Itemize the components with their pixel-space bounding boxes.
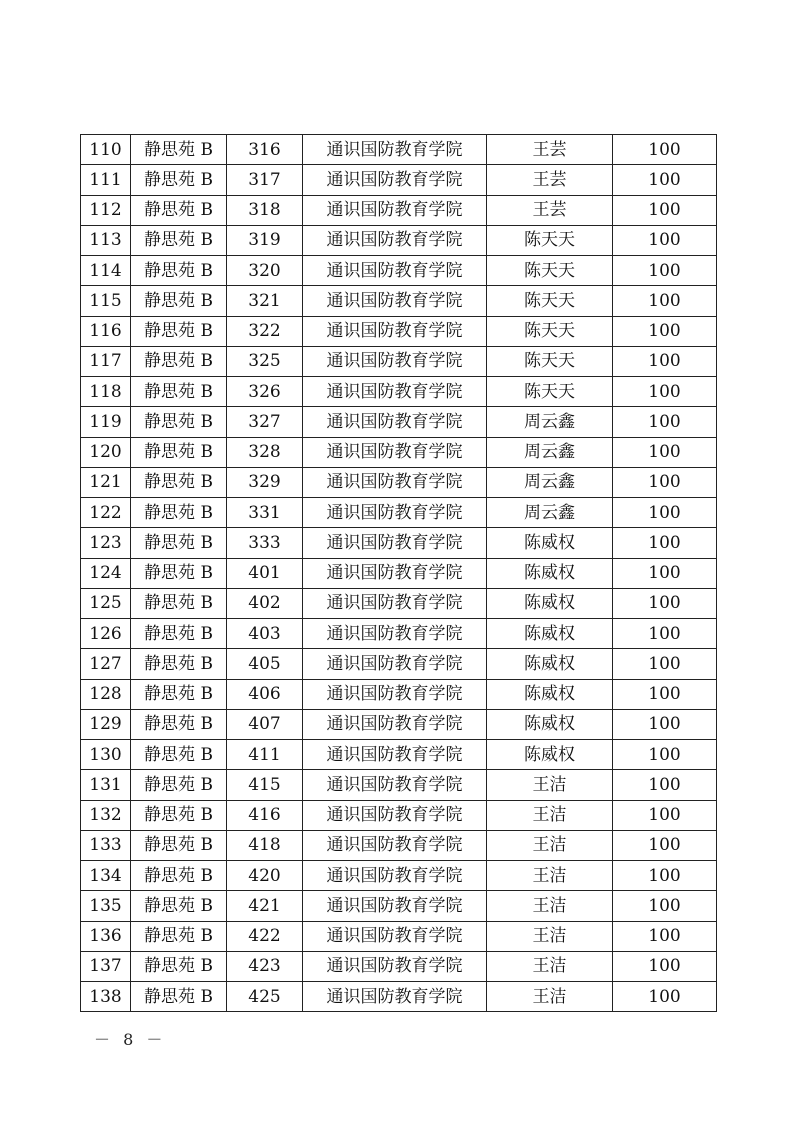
building-cell: 静思苑 B — [131, 528, 227, 558]
score-cell: 100 — [613, 286, 717, 316]
score-cell: 100 — [613, 346, 717, 376]
page-number: － 8 － — [94, 1030, 167, 1049]
row-number-cell: 120 — [81, 437, 131, 467]
responsible-person-cell: 陈天天 — [487, 286, 613, 316]
row-number-cell: 111 — [81, 165, 131, 195]
table-row — [81, 165, 717, 195]
score-cell: 100 — [613, 316, 717, 346]
college-cell: 通识国防教育学院 — [303, 891, 487, 921]
row-number-cell: 138 — [81, 982, 131, 1012]
room-number-cell: 328 — [227, 437, 303, 467]
score-cell: 100 — [613, 951, 717, 981]
room-number-cell: 411 — [227, 740, 303, 770]
responsible-person-cell: 周云鑫 — [487, 437, 613, 467]
table-row — [81, 467, 717, 497]
score-cell: 100 — [613, 770, 717, 800]
college-cell: 通识国防教育学院 — [303, 709, 487, 739]
table-row — [81, 982, 717, 1012]
score-cell: 100 — [613, 165, 717, 195]
table-row — [81, 619, 717, 649]
responsible-person-cell: 陈天天 — [487, 225, 613, 255]
score-cell: 100 — [613, 709, 717, 739]
responsible-person-cell: 陈威权 — [487, 709, 613, 739]
table-row — [81, 256, 717, 286]
building-cell: 静思苑 B — [131, 558, 227, 588]
score-cell: 100 — [613, 982, 717, 1012]
score-cell: 100 — [613, 861, 717, 891]
college-cell: 通识国防教育学院 — [303, 770, 487, 800]
building-cell: 静思苑 B — [131, 861, 227, 891]
room-number-cell: 421 — [227, 891, 303, 921]
table-row — [81, 709, 717, 739]
room-number-cell: 420 — [227, 861, 303, 891]
score-cell: 100 — [613, 588, 717, 618]
responsible-person-cell: 王洁 — [487, 951, 613, 981]
college-cell: 通识国防教育学院 — [303, 256, 487, 286]
table-row — [81, 861, 717, 891]
row-number-cell: 125 — [81, 588, 131, 618]
building-cell: 静思苑 B — [131, 407, 227, 437]
building-cell: 静思苑 B — [131, 346, 227, 376]
dormitory-score-table — [80, 134, 717, 1012]
college-cell: 通识国防教育学院 — [303, 921, 487, 951]
table-row — [81, 498, 717, 528]
building-cell: 静思苑 B — [131, 891, 227, 921]
score-cell: 100 — [613, 407, 717, 437]
score-cell: 100 — [613, 135, 717, 165]
row-number-cell: 135 — [81, 891, 131, 921]
building-cell: 静思苑 B — [131, 800, 227, 830]
responsible-person-cell: 王芸 — [487, 195, 613, 225]
table-row — [81, 770, 717, 800]
score-cell: 100 — [613, 467, 717, 497]
score-cell: 100 — [613, 921, 717, 951]
row-number-cell: 131 — [81, 770, 131, 800]
building-cell: 静思苑 B — [131, 135, 227, 165]
building-cell: 静思苑 B — [131, 195, 227, 225]
table-row — [81, 225, 717, 255]
room-number-cell: 422 — [227, 921, 303, 951]
responsible-person-cell: 陈天天 — [487, 256, 613, 286]
building-cell: 静思苑 B — [131, 921, 227, 951]
responsible-person-cell: 王洁 — [487, 830, 613, 860]
responsible-person-cell: 王芸 — [487, 165, 613, 195]
responsible-person-cell: 陈威权 — [487, 740, 613, 770]
room-number-cell: 416 — [227, 800, 303, 830]
responsible-person-cell: 周云鑫 — [487, 498, 613, 528]
building-cell: 静思苑 B — [131, 437, 227, 467]
college-cell: 通识国防教育学院 — [303, 951, 487, 981]
table-row — [81, 135, 717, 165]
responsible-person-cell: 王洁 — [487, 861, 613, 891]
college-cell: 通识国防教育学院 — [303, 649, 487, 679]
college-cell: 通识国防教育学院 — [303, 316, 487, 346]
responsible-person-cell: 陈威权 — [487, 528, 613, 558]
room-number-cell: 326 — [227, 377, 303, 407]
building-cell: 静思苑 B — [131, 498, 227, 528]
table-row — [81, 558, 717, 588]
score-cell: 100 — [613, 195, 717, 225]
college-cell: 通识国防教育学院 — [303, 135, 487, 165]
responsible-person-cell: 王芸 — [487, 135, 613, 165]
responsible-person-cell: 周云鑫 — [487, 407, 613, 437]
building-cell: 静思苑 B — [131, 770, 227, 800]
building-cell: 静思苑 B — [131, 225, 227, 255]
room-number-cell: 331 — [227, 498, 303, 528]
row-number-cell: 122 — [81, 498, 131, 528]
room-number-cell: 406 — [227, 679, 303, 709]
row-number-cell: 124 — [81, 558, 131, 588]
college-cell: 通识国防教育学院 — [303, 982, 487, 1012]
room-number-cell: 418 — [227, 830, 303, 860]
room-number-cell: 322 — [227, 316, 303, 346]
college-cell: 通识国防教育学院 — [303, 346, 487, 376]
row-number-cell: 123 — [81, 528, 131, 558]
score-cell: 100 — [613, 740, 717, 770]
row-number-cell: 137 — [81, 951, 131, 981]
table-row — [81, 649, 717, 679]
row-number-cell: 133 — [81, 830, 131, 860]
building-cell: 静思苑 B — [131, 256, 227, 286]
room-number-cell: 320 — [227, 256, 303, 286]
college-cell: 通识国防教育学院 — [303, 467, 487, 497]
room-number-cell: 329 — [227, 467, 303, 497]
college-cell: 通识国防教育学院 — [303, 740, 487, 770]
row-number-cell: 134 — [81, 861, 131, 891]
table-row — [81, 407, 717, 437]
college-cell: 通识国防教育学院 — [303, 861, 487, 891]
score-cell: 100 — [613, 800, 717, 830]
table-row — [81, 377, 717, 407]
room-number-cell: 415 — [227, 770, 303, 800]
table-row — [81, 921, 717, 951]
responsible-person-cell: 王洁 — [487, 891, 613, 921]
room-number-cell: 403 — [227, 619, 303, 649]
row-number-cell: 136 — [81, 921, 131, 951]
college-cell: 通识国防教育学院 — [303, 286, 487, 316]
college-cell: 通识国防教育学院 — [303, 679, 487, 709]
table-row — [81, 195, 717, 225]
room-number-cell: 407 — [227, 709, 303, 739]
room-number-cell: 402 — [227, 588, 303, 618]
building-cell: 静思苑 B — [131, 740, 227, 770]
room-number-cell: 318 — [227, 195, 303, 225]
table-row — [81, 800, 717, 830]
building-cell: 静思苑 B — [131, 679, 227, 709]
table-row — [81, 951, 717, 981]
building-cell: 静思苑 B — [131, 165, 227, 195]
building-cell: 静思苑 B — [131, 286, 227, 316]
row-number-cell: 127 — [81, 649, 131, 679]
responsible-person-cell: 王洁 — [487, 800, 613, 830]
table-row — [81, 891, 717, 921]
college-cell: 通识国防教育学院 — [303, 830, 487, 860]
responsible-person-cell: 陈天天 — [487, 377, 613, 407]
room-number-cell: 321 — [227, 286, 303, 316]
room-number-cell: 333 — [227, 528, 303, 558]
college-cell: 通识国防教育学院 — [303, 800, 487, 830]
building-cell: 静思苑 B — [131, 982, 227, 1012]
building-cell: 静思苑 B — [131, 377, 227, 407]
score-cell: 100 — [613, 891, 717, 921]
room-number-cell: 401 — [227, 558, 303, 588]
college-cell: 通识国防教育学院 — [303, 377, 487, 407]
score-cell: 100 — [613, 619, 717, 649]
room-number-cell: 425 — [227, 982, 303, 1012]
table-body — [81, 135, 717, 1012]
table-row — [81, 679, 717, 709]
college-cell: 通识国防教育学院 — [303, 558, 487, 588]
score-cell: 100 — [613, 225, 717, 255]
college-cell: 通识国防教育学院 — [303, 498, 487, 528]
room-number-cell: 325 — [227, 346, 303, 376]
responsible-person-cell: 陈威权 — [487, 558, 613, 588]
college-cell: 通识国防教育学院 — [303, 619, 487, 649]
room-number-cell: 317 — [227, 165, 303, 195]
table-row — [81, 316, 717, 346]
score-cell: 100 — [613, 649, 717, 679]
score-cell: 100 — [613, 679, 717, 709]
score-cell: 100 — [613, 256, 717, 286]
row-number-cell: 118 — [81, 377, 131, 407]
college-cell: 通识国防教育学院 — [303, 195, 487, 225]
responsible-person-cell: 王洁 — [487, 921, 613, 951]
score-cell: 100 — [613, 498, 717, 528]
college-cell: 通识国防教育学院 — [303, 407, 487, 437]
table-row — [81, 588, 717, 618]
score-cell: 100 — [613, 437, 717, 467]
score-cell: 100 — [613, 377, 717, 407]
score-cell: 100 — [613, 830, 717, 860]
table-row — [81, 346, 717, 376]
building-cell: 静思苑 B — [131, 830, 227, 860]
row-number-cell: 130 — [81, 740, 131, 770]
row-number-cell: 114 — [81, 256, 131, 286]
college-cell: 通识国防教育学院 — [303, 165, 487, 195]
row-number-cell: 113 — [81, 225, 131, 255]
college-cell: 通识国防教育学院 — [303, 225, 487, 255]
room-number-cell: 423 — [227, 951, 303, 981]
responsible-person-cell: 王洁 — [487, 770, 613, 800]
college-cell: 通识国防教育学院 — [303, 437, 487, 467]
room-number-cell: 405 — [227, 649, 303, 679]
responsible-person-cell: 陈威权 — [487, 679, 613, 709]
row-number-cell: 121 — [81, 467, 131, 497]
row-number-cell: 115 — [81, 286, 131, 316]
table-row — [81, 286, 717, 316]
building-cell: 静思苑 B — [131, 951, 227, 981]
building-cell: 静思苑 B — [131, 316, 227, 346]
row-number-cell: 132 — [81, 800, 131, 830]
college-cell: 通识国防教育学院 — [303, 528, 487, 558]
row-number-cell: 110 — [81, 135, 131, 165]
building-cell: 静思苑 B — [131, 619, 227, 649]
table-row — [81, 830, 717, 860]
row-number-cell: 116 — [81, 316, 131, 346]
college-cell: 通识国防教育学院 — [303, 588, 487, 618]
responsible-person-cell: 陈天天 — [487, 346, 613, 376]
row-number-cell: 117 — [81, 346, 131, 376]
building-cell: 静思苑 B — [131, 588, 227, 618]
responsible-person-cell: 陈威权 — [487, 619, 613, 649]
row-number-cell: 112 — [81, 195, 131, 225]
table-row — [81, 437, 717, 467]
room-number-cell: 327 — [227, 407, 303, 437]
row-number-cell: 128 — [81, 679, 131, 709]
responsible-person-cell: 陈天天 — [487, 316, 613, 346]
building-cell: 静思苑 B — [131, 467, 227, 497]
room-number-cell: 316 — [227, 135, 303, 165]
row-number-cell: 119 — [81, 407, 131, 437]
responsible-person-cell: 陈威权 — [487, 588, 613, 618]
row-number-cell: 129 — [81, 709, 131, 739]
responsible-person-cell: 周云鑫 — [487, 467, 613, 497]
responsible-person-cell: 陈威权 — [487, 649, 613, 679]
building-cell: 静思苑 B — [131, 709, 227, 739]
responsible-person-cell: 王洁 — [487, 982, 613, 1012]
row-number-cell: 126 — [81, 619, 131, 649]
table-row — [81, 528, 717, 558]
score-cell: 100 — [613, 528, 717, 558]
room-number-cell: 319 — [227, 225, 303, 255]
score-cell: 100 — [613, 558, 717, 588]
table-row — [81, 740, 717, 770]
building-cell: 静思苑 B — [131, 649, 227, 679]
